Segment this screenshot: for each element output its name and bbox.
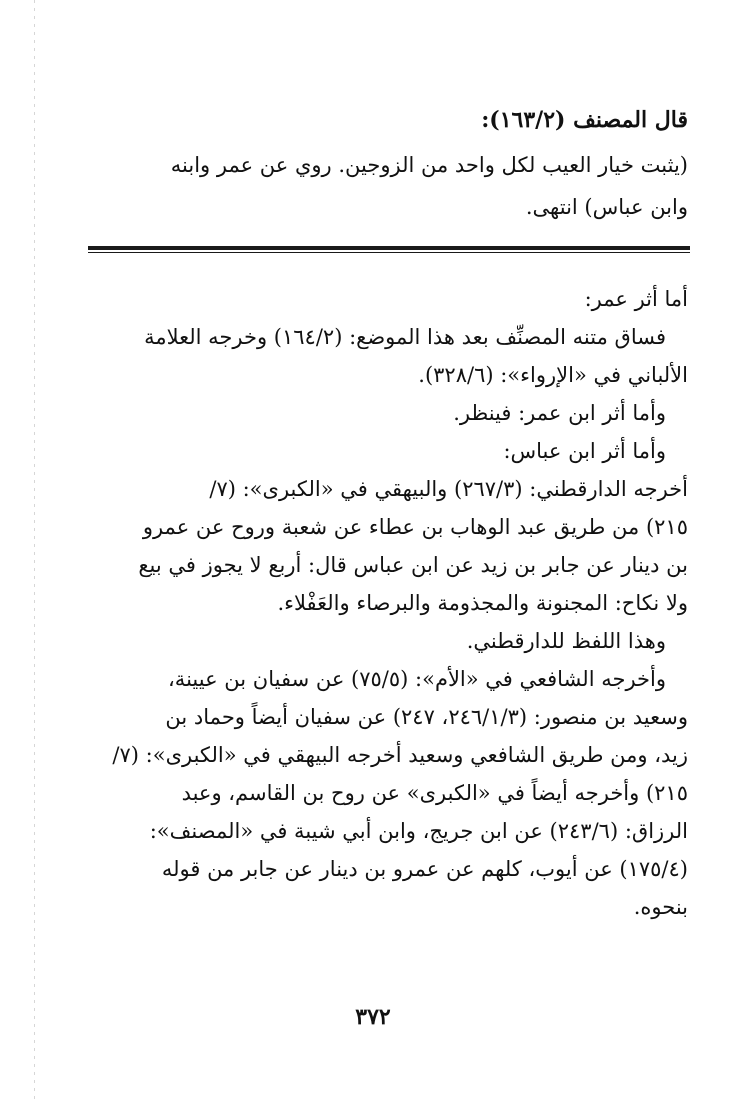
- body-line: أما أثر عمر:: [584, 287, 688, 311]
- body-line: ولا نكاح: المجنونة والمجذومة والبرصاء والعَفْلاء.: [277, 591, 688, 615]
- body-line: بن دينار عن جابر بن زيد عن ابن عباس قال: أربع لا يجوز في بيع: [138, 553, 688, 577]
- body-line: أخرجه الدارقطني: (٢٦٧/٣) والبيهقي في «الكبرى»: (٧/: [209, 477, 688, 501]
- quote-line: وابن عباس) انتهى.: [525, 195, 688, 219]
- scan-margin-line: [34, 0, 35, 1099]
- body-line: ٢١٥) من طريق عبد الوهاب بن عطاء عن شعبة وروح عن عمرو: [142, 515, 688, 539]
- body-line: زيد، ومن طريق الشافعي وسعيد أخرجه البيهقي في «الكبرى»: (٧/: [112, 743, 688, 767]
- section-heading: قال المصنف (١٦٣/٢):: [481, 107, 688, 133]
- quoted-text-block: [70, 144, 688, 228]
- body-line: وسعيد بن منصور: (٢٤٦/١/٣، ٢٤٧) عن سفيان أيضاً وحماد بن: [165, 705, 688, 729]
- body-line: وأما أثر ابن عباس:: [503, 439, 666, 463]
- body-line: الألباني في «الإرواء»: (٣٢٨/٦).: [418, 363, 688, 387]
- body-line: بنحوه.: [633, 895, 688, 919]
- page-number: ٣٧٢: [355, 1004, 391, 1030]
- body-line: فساق متنه المصنِّف بعد هذا الموضع: (١٦٤/٢) وخرجه العلامة: [144, 325, 666, 349]
- body-line: وهذا اللفظ للدارقطني.: [466, 629, 666, 653]
- quote-line: (يثبت خيار العيب لكل واحد من الزوجين. روي عن عمر وابنه: [170, 153, 688, 177]
- body-line: وأخرجه الشافعي في «الأم»: (٧٥/٥) عن سفيان بن عيينة،: [168, 667, 666, 691]
- body-line: وأما أثر ابن عمر: فينظر.: [453, 401, 666, 425]
- body-line: ٢١٥) وأخرجه أيضاً في «الكبرى» عن روح بن القاسم، وعبد: [181, 781, 688, 805]
- section-divider-thin: [88, 252, 690, 253]
- body-line: الرزاق: (٢٤٣/٦) عن ابن جريج، وابن أبي شيبة في «المصنف»:: [149, 819, 688, 843]
- section-divider: [88, 246, 690, 250]
- body-line: (١٧٥/٤) عن أيوب، كلهم عن عمرو بن دينار عن جابر من قوله: [161, 857, 688, 881]
- commentary-body: [70, 280, 688, 926]
